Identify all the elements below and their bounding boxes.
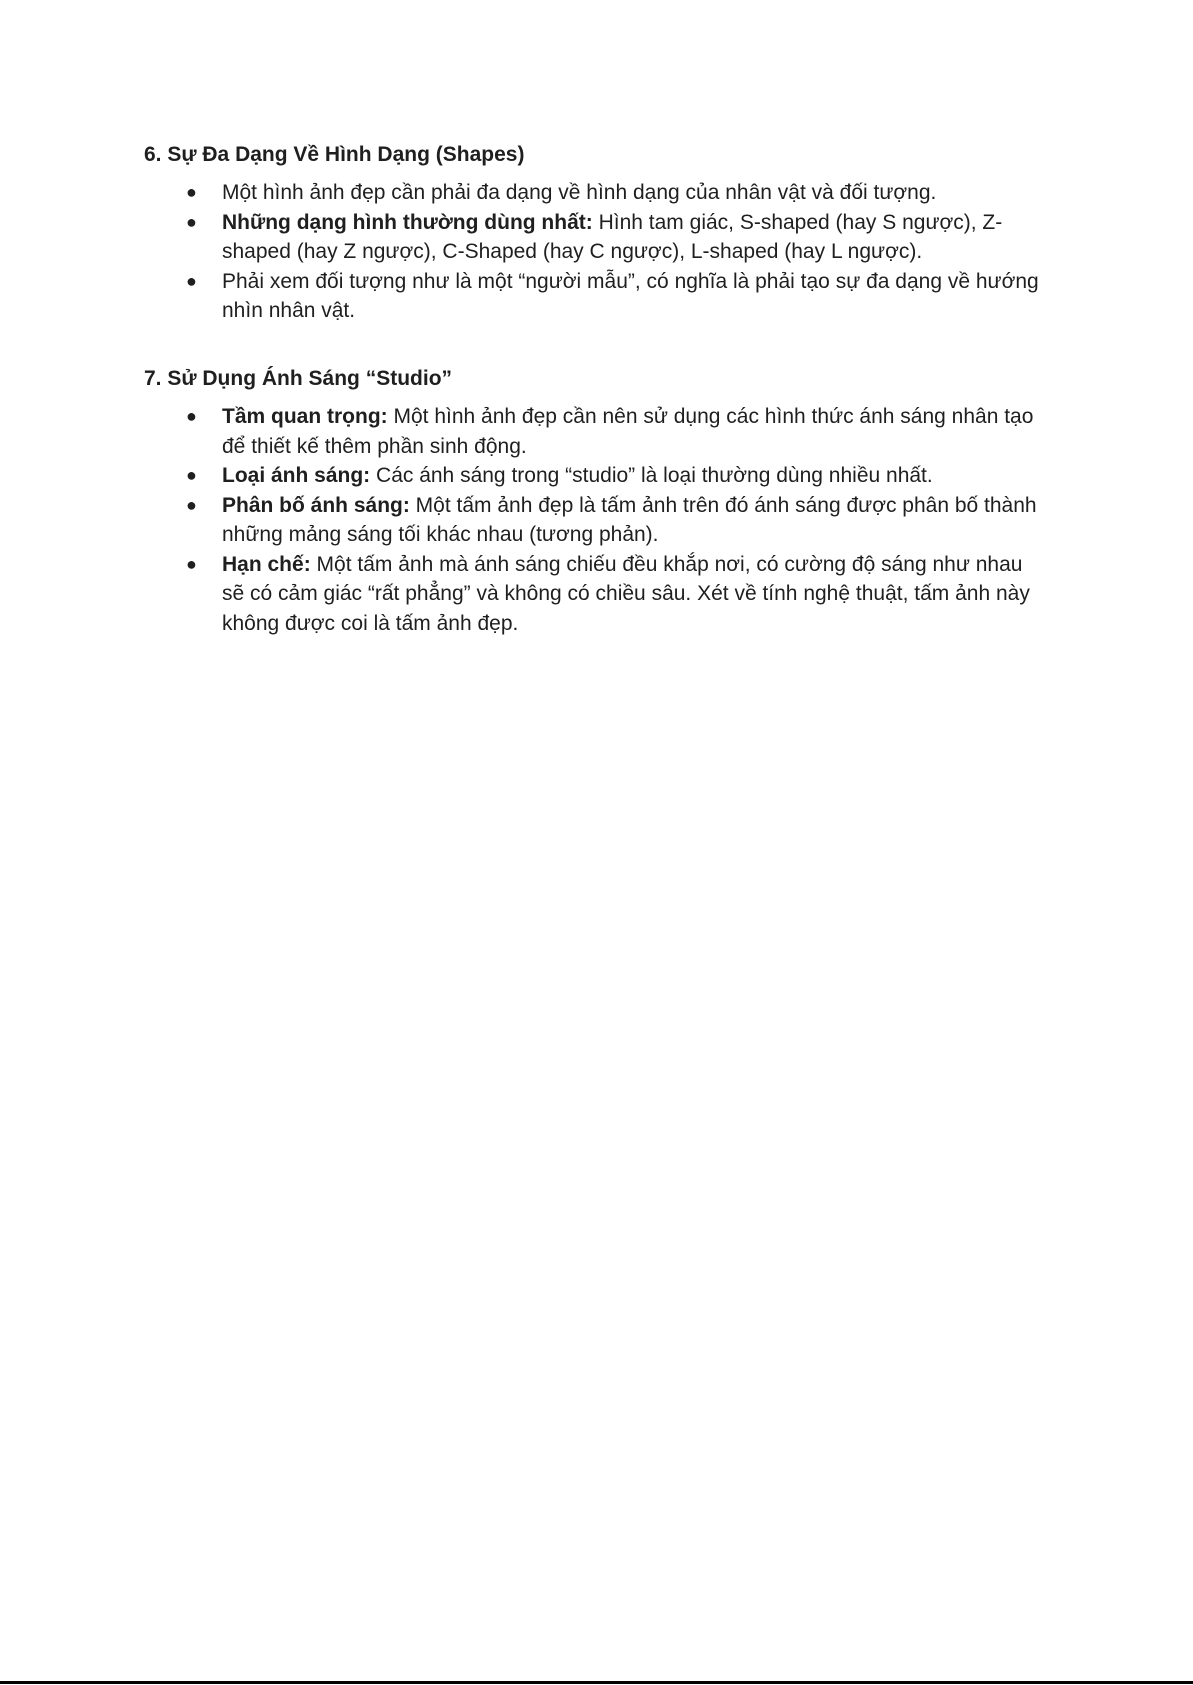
bullet-icon: ● bbox=[186, 270, 197, 291]
section-heading: 7. Sử Dụng Ánh Sáng “Studio” bbox=[144, 367, 453, 390]
bullet-lead: Phân bố ánh sáng: bbox=[222, 493, 410, 517]
bullet-text: Các ánh sáng trong “studio” là loại thường dùng nhiều nhất. bbox=[370, 464, 933, 487]
bullet-icon: ● bbox=[186, 406, 197, 426]
section-studio-lighting bbox=[144, 364, 1044, 638]
bullet-item bbox=[144, 178, 1044, 208]
bullet-item bbox=[144, 402, 1044, 461]
bullet-text: Một tấm ảnh mà ánh sáng chiếu đều khắp nơi, có cường độ sáng như nhau sẽ có cảm giác “rất phẳng” và không có chiều sâu. Xét về tính nghệ thuật, tấm ảnh này không được coi là tấm ảnh đẹp. bbox=[222, 552, 1030, 635]
section-shapes bbox=[144, 140, 1044, 326]
bullet-lead: Loại ánh sáng: bbox=[222, 464, 371, 487]
bullet-list bbox=[144, 178, 1044, 326]
bullet-item bbox=[144, 461, 1044, 491]
bullet-item bbox=[144, 491, 1044, 550]
bullet-list bbox=[144, 402, 1044, 638]
section-heading: 6. Sự Đa Dạng Về Hình Dạng (Shapes) bbox=[144, 143, 525, 166]
bullet-lead: Tầm quan trọng: bbox=[222, 405, 388, 428]
bullet-item bbox=[144, 550, 1044, 639]
bullet-icon: ● bbox=[186, 553, 197, 574]
bullet-icon: ● bbox=[186, 494, 197, 515]
bullet-icon: ● bbox=[186, 465, 197, 485]
page-bottom-edge bbox=[0, 1681, 1193, 1684]
bullet-icon: ● bbox=[186, 211, 197, 232]
bullet-text: Một hình ảnh đẹp cần nên sử dụng các hình thức ánh sáng nhân tạo để thiết kế thêm phần sinh động. bbox=[222, 405, 1034, 458]
bullet-lead: Những dạng hình thường dùng nhất: bbox=[222, 210, 593, 234]
bullet-text: Hình tam giác, S-shaped (hay S ngược), Z-shaped (hay Z ngược), C-Shaped (hay C ngược), L-shaped (hay L ngược). bbox=[222, 210, 1003, 263]
bullet-text: Một tấm ảnh đẹp là tấm ảnh trên đó ánh sáng được phân bố thành những mảng sáng tối khác nhau (tương phản). bbox=[222, 493, 1037, 546]
bullet-icon: ● bbox=[186, 182, 197, 202]
bullet-item bbox=[144, 208, 1044, 267]
bullet-text: Phải xem đối tượng như là một “người mẫu”, có nghĩa là phải tạo sự đa dạng về hướng nhìn nhân vật. bbox=[222, 269, 1039, 322]
bullet-text: Một hình ảnh đẹp cần phải đa dạng về hình dạng của nhân vật và đối tượng. bbox=[222, 181, 937, 204]
bullet-lead: Hạn chế: bbox=[222, 552, 311, 576]
bullet-item bbox=[144, 267, 1044, 326]
